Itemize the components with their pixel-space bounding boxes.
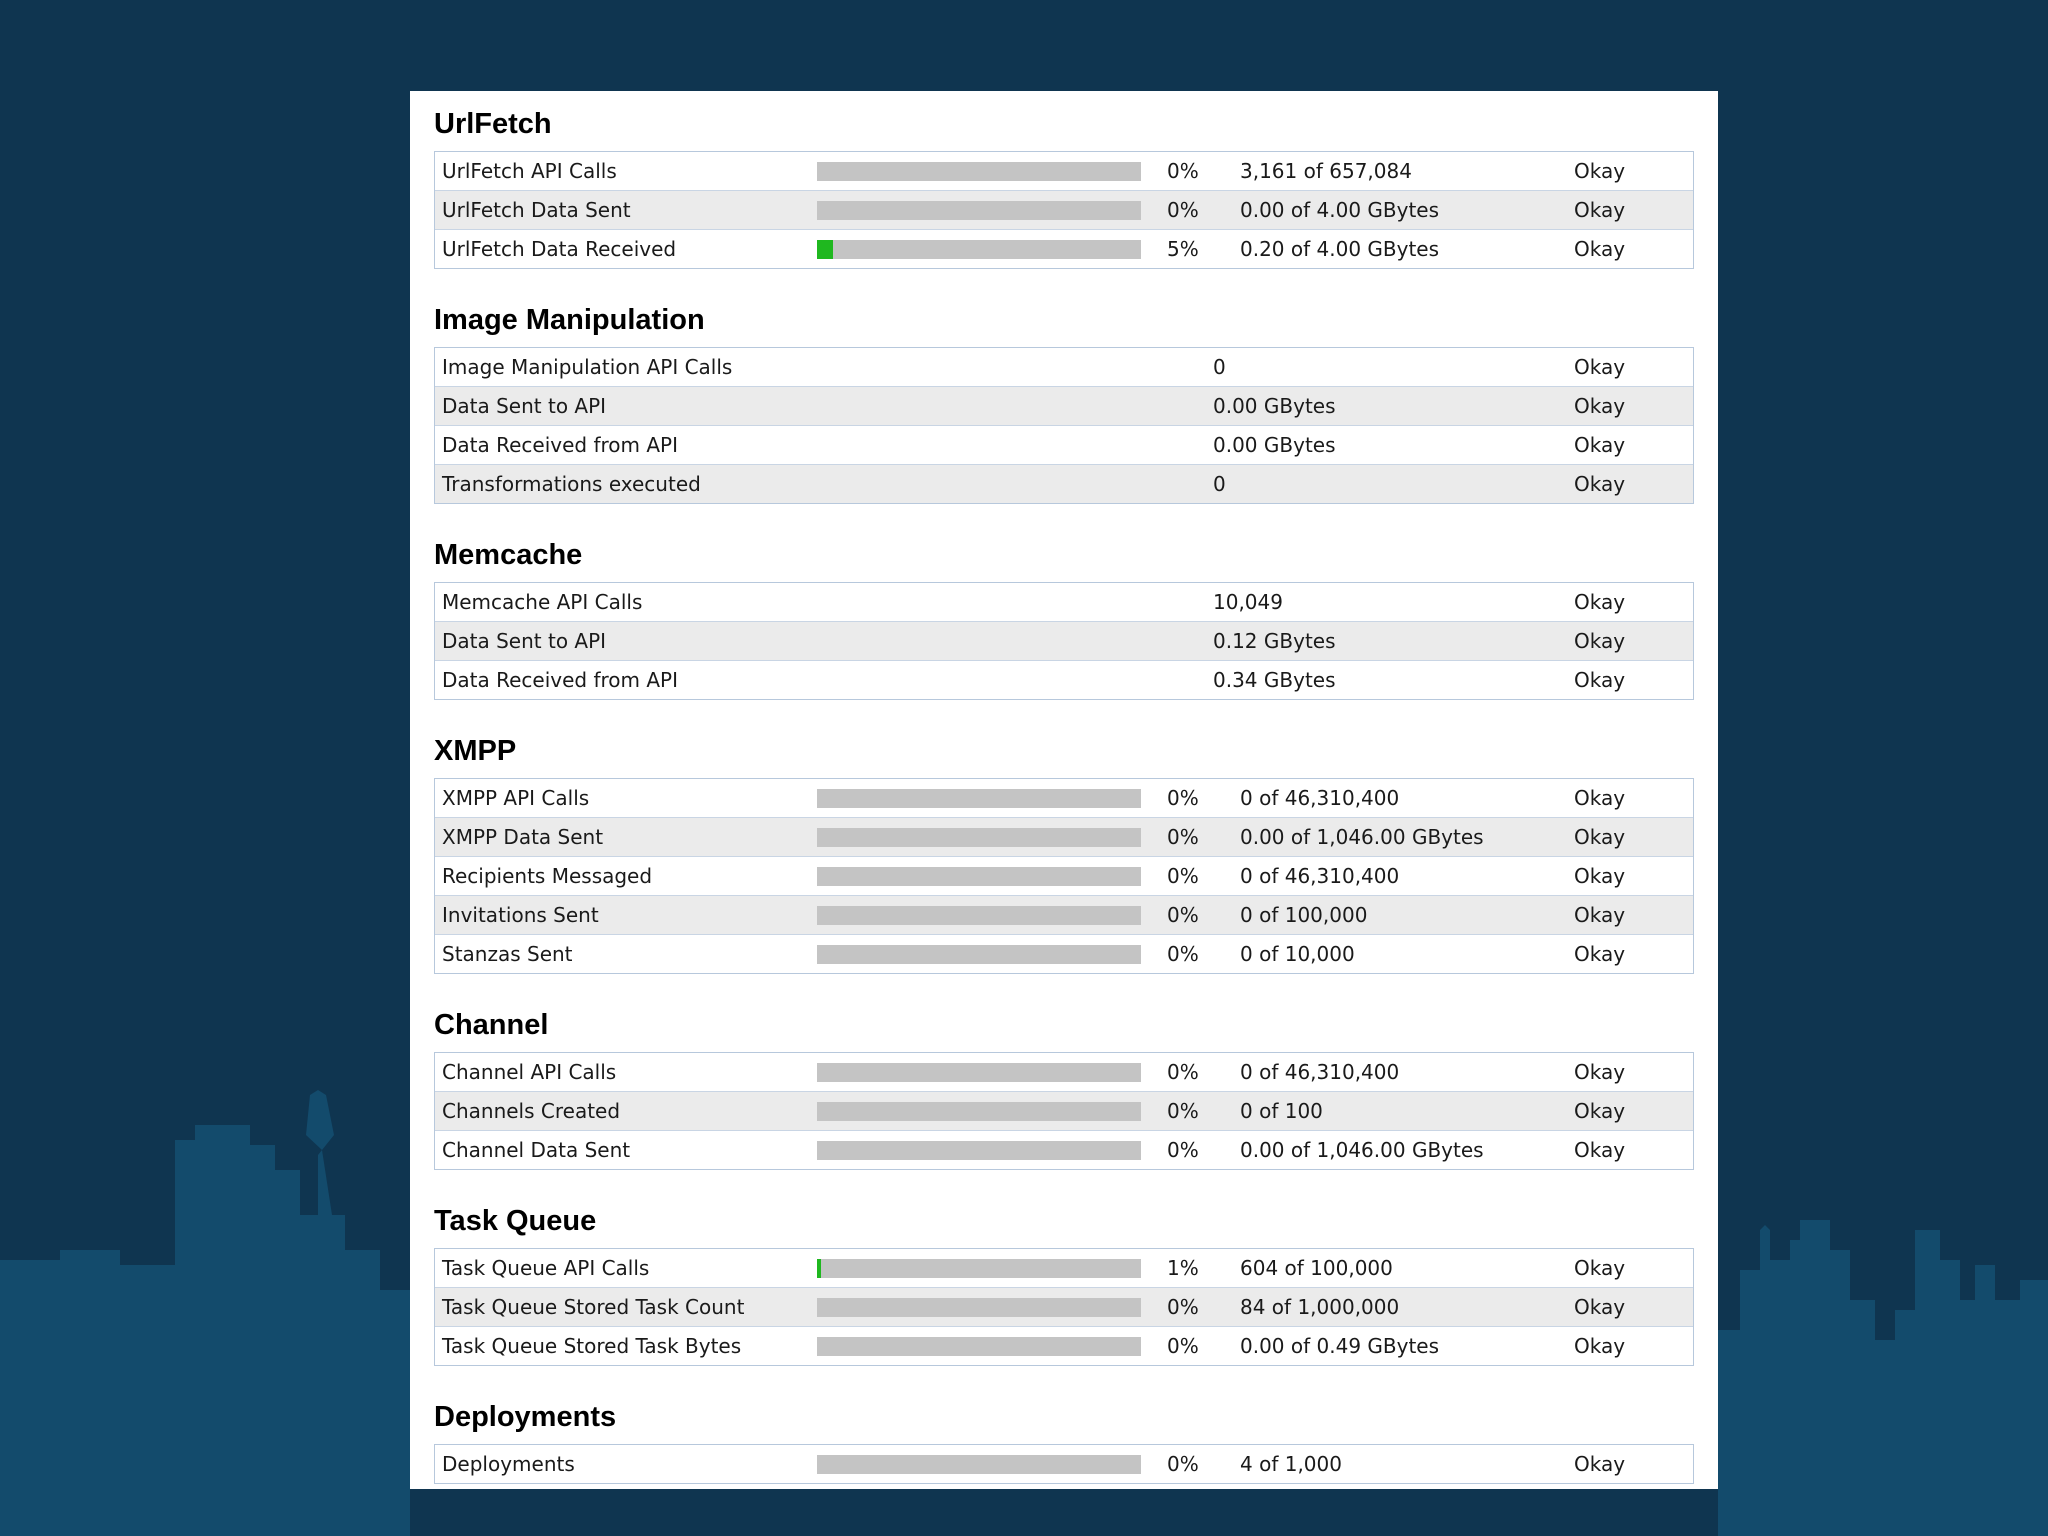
usage-amount: 0.00 of 0.49 GBytes: [1240, 1334, 1440, 1358]
usage-percent: 0%: [1167, 1295, 1199, 1319]
quota-table: [434, 347, 1694, 504]
status-text: Okay: [1574, 668, 1626, 692]
usage-percent: 0%: [1167, 864, 1199, 888]
usage-bar: [817, 162, 1141, 181]
usage-value: 0.12 GBytes: [1213, 629, 1336, 653]
usage-bar: [817, 1063, 1141, 1082]
usage-percent: 0%: [1167, 942, 1199, 966]
usage-amount: 4 of 1,000: [1240, 1452, 1342, 1476]
usage-bar: [817, 906, 1141, 925]
usage-bar: [817, 1102, 1141, 1121]
quota-row: [435, 1249, 1693, 1287]
quota-row: [435, 817, 1693, 856]
usage-amount: 0.20 of 4.00 GBytes: [1240, 237, 1440, 261]
usage-amount: 0 of 46,310,400: [1240, 786, 1400, 810]
quota-row: [435, 152, 1693, 190]
quota-name: XMPP API Calls: [442, 786, 590, 810]
status-text: Okay: [1574, 942, 1626, 966]
quota-name: Transformations executed: [442, 472, 701, 496]
quota-name: Data Received from API: [442, 668, 679, 692]
usage-percent: 0%: [1167, 1334, 1199, 1358]
usage-value: 0.34 GBytes: [1213, 668, 1336, 692]
usage-percent: 0%: [1167, 1060, 1199, 1084]
section-title: Task Queue: [434, 1205, 597, 1237]
status-text: Okay: [1574, 590, 1626, 614]
quota-table: [434, 582, 1694, 700]
status-text: Okay: [1574, 825, 1626, 849]
quota-row: [435, 1287, 1693, 1326]
quota-name: XMPP Data Sent: [442, 825, 604, 849]
quota-row: [435, 348, 1693, 386]
usage-amount: 84 of 1,000,000: [1240, 1295, 1400, 1319]
usage-value: 0.00 GBytes: [1213, 394, 1336, 418]
status-text: Okay: [1574, 1334, 1626, 1358]
quota-row: [435, 1130, 1693, 1169]
quota-name: UrlFetch Data Received: [442, 237, 677, 261]
quota-row: [435, 660, 1693, 699]
quota-name: Invitations Sent: [442, 903, 599, 927]
usage-amount: 0.00 of 4.00 GBytes: [1240, 198, 1440, 222]
usage-percent: 0%: [1167, 1452, 1199, 1476]
status-text: Okay: [1574, 1295, 1626, 1319]
status-text: Okay: [1574, 1138, 1626, 1162]
quota-row: [435, 190, 1693, 229]
quota-row: [435, 386, 1693, 425]
quota-name: Stanzas Sent: [442, 942, 573, 966]
quota-row: [435, 229, 1693, 268]
status-text: Okay: [1574, 472, 1626, 496]
quota-name: UrlFetch API Calls: [442, 159, 617, 183]
usage-value: 0: [1213, 355, 1226, 379]
quota-name: Task Queue Stored Task Bytes: [442, 1334, 742, 1358]
usage-percent: 5%: [1167, 237, 1199, 261]
usage-percent: 0%: [1167, 825, 1199, 849]
usage-percent: 1%: [1167, 1256, 1199, 1280]
status-text: Okay: [1574, 394, 1626, 418]
quota-row: [435, 779, 1693, 817]
usage-amount: 0 of 10,000: [1240, 942, 1355, 966]
usage-value: 10,049: [1213, 590, 1283, 614]
quota-table: [434, 1052, 1694, 1170]
quota-name: Memcache API Calls: [442, 590, 643, 614]
usage-percent: 0%: [1167, 1099, 1199, 1123]
quota-row: [435, 895, 1693, 934]
usage-bar: [817, 1259, 1141, 1278]
usage-bar: [817, 867, 1141, 886]
usage-amount: 0 of 100: [1240, 1099, 1323, 1123]
usage-percent: 0%: [1167, 198, 1199, 222]
quota-row: [435, 1326, 1693, 1365]
quota-table: [434, 1444, 1694, 1484]
quota-row: [435, 425, 1693, 464]
usage-bar: [817, 201, 1141, 220]
usage-amount: 0.00 of 1,046.00 GBytes: [1240, 1138, 1484, 1162]
status-text: Okay: [1574, 237, 1626, 261]
quota-row: [435, 583, 1693, 621]
usage-bar: [817, 240, 1141, 259]
status-text: Okay: [1574, 1060, 1626, 1084]
quota-name: Image Manipulation API Calls: [442, 355, 733, 379]
status-text: Okay: [1574, 433, 1626, 457]
section-title: XMPP: [434, 735, 517, 767]
quota-table: [434, 1248, 1694, 1366]
quota-row: [435, 1445, 1693, 1483]
quota-name: Channels Created: [442, 1099, 621, 1123]
quota-name: Deployments: [442, 1452, 575, 1476]
quota-row: [435, 1053, 1693, 1091]
section-title: Deployments: [434, 1401, 617, 1433]
quota-name: Channel API Calls: [442, 1060, 617, 1084]
status-text: Okay: [1574, 864, 1626, 888]
status-text: Okay: [1574, 786, 1626, 810]
quota-table: [434, 778, 1694, 974]
usage-bar: [817, 1141, 1141, 1160]
status-text: Okay: [1574, 198, 1626, 222]
quota-name: Data Received from API: [442, 433, 679, 457]
usage-amount: 0 of 100,000: [1240, 903, 1368, 927]
section-title: Channel: [434, 1009, 549, 1041]
usage-percent: 0%: [1167, 159, 1199, 183]
usage-bar: [817, 945, 1141, 964]
quota-row: [435, 1091, 1693, 1130]
usage-value: 0: [1213, 472, 1226, 496]
usage-bar: [817, 1337, 1141, 1356]
usage-bar: [817, 828, 1141, 847]
section-title: UrlFetch: [434, 108, 552, 140]
usage-percent: 0%: [1167, 1138, 1199, 1162]
usage-amount: 604 of 100,000: [1240, 1256, 1393, 1280]
quota-name: Channel Data Sent: [442, 1138, 631, 1162]
status-text: Okay: [1574, 1099, 1626, 1123]
usage-amount: 0.00 of 1,046.00 GBytes: [1240, 825, 1484, 849]
usage-bar: [817, 1298, 1141, 1317]
quota-name: Data Sent to API: [442, 394, 607, 418]
usage-amount: 0 of 46,310,400: [1240, 1060, 1400, 1084]
status-text: Okay: [1574, 159, 1626, 183]
usage-bar: [817, 1455, 1141, 1474]
usage-bar: [817, 789, 1141, 808]
usage-amount: 3,161 of 657,084: [1240, 159, 1412, 183]
usage-percent: 0%: [1167, 786, 1199, 810]
quota-details-panel: [410, 91, 1718, 1489]
quota-name: Data Sent to API: [442, 629, 607, 653]
section-title: Image Manipulation: [434, 304, 705, 336]
quota-row: [435, 464, 1693, 503]
usage-bar-fill: [817, 1259, 821, 1278]
quota-row: [435, 934, 1693, 973]
quota-name: Task Queue API Calls: [442, 1256, 650, 1280]
usage-percent: 0%: [1167, 903, 1199, 927]
status-text: Okay: [1574, 1452, 1626, 1476]
usage-amount: 0 of 46,310,400: [1240, 864, 1400, 888]
quota-table: [434, 151, 1694, 269]
quota-name: Task Queue Stored Task Count: [442, 1295, 745, 1319]
usage-bar-fill: [817, 240, 833, 259]
section-title: Memcache: [434, 539, 583, 571]
status-text: Okay: [1574, 355, 1626, 379]
status-text: Okay: [1574, 629, 1626, 653]
quota-row: [435, 621, 1693, 660]
status-text: Okay: [1574, 1256, 1626, 1280]
quota-name: UrlFetch Data Sent: [442, 198, 631, 222]
status-text: Okay: [1574, 903, 1626, 927]
quota-row: [435, 856, 1693, 895]
usage-value: 0.00 GBytes: [1213, 433, 1336, 457]
quota-name: Recipients Messaged: [442, 864, 653, 888]
